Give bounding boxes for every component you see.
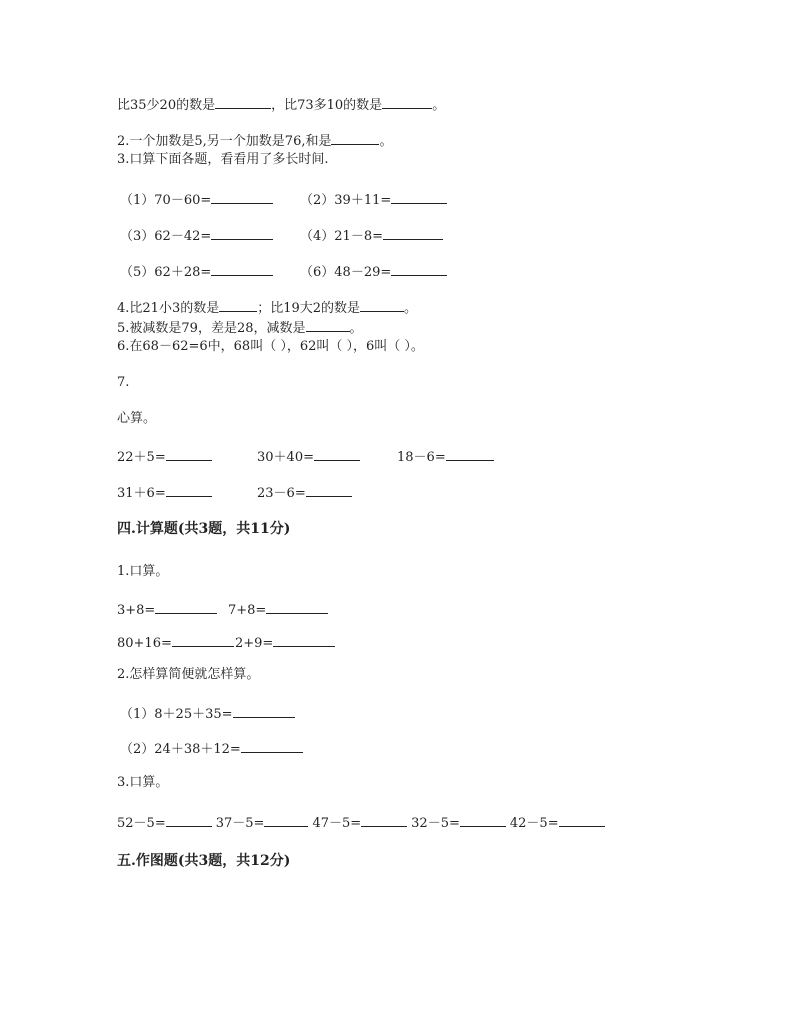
problem-text: 3+8=: [117, 603, 156, 618]
question-text: ；比19大2的数是: [257, 301, 361, 316]
question-2: [117, 131, 393, 150]
s4-q1-item-2: [228, 600, 328, 619]
problem-text: 80+16=: [117, 636, 172, 651]
q3-item-2: [300, 190, 447, 209]
answer-blank[interactable]: [446, 447, 494, 461]
answer-blank[interactable]: [211, 262, 273, 276]
question-5: [117, 318, 363, 337]
problem-text: 47－5=: [312, 816, 362, 831]
problem-text: （6）48－29=: [300, 265, 392, 280]
answer-blank[interactable]: [460, 813, 506, 827]
question-text: 1.口算。: [117, 564, 169, 579]
question-6: [117, 339, 424, 355]
question-text: 2.怎样算简便就怎样算。: [117, 667, 260, 682]
problem-text: 22＋5=: [117, 450, 166, 465]
s4-q1-title: [117, 564, 168, 580]
question-4: [117, 298, 417, 317]
q3-item-6: [300, 262, 447, 281]
answer-blank[interactable]: [391, 190, 447, 204]
answer-blank[interactable]: [219, 298, 257, 312]
answer-blank[interactable]: [273, 633, 335, 647]
problem-text: （5）62＋28=: [120, 265, 212, 280]
answer-blank[interactable]: [391, 262, 447, 276]
problem-text: 37－5=: [215, 816, 265, 831]
question-text: 4.比21小3的数是: [117, 301, 220, 316]
answer-blank[interactable]: [331, 131, 379, 145]
question-compare-line: [117, 95, 445, 114]
punctuation: 。: [404, 301, 418, 316]
problem-text: （3）62－42=: [120, 229, 212, 244]
answer-blank[interactable]: [306, 318, 350, 332]
problem-text: 52－5=: [117, 816, 166, 831]
q7-item-1: [117, 447, 212, 466]
problem-text: 31＋6=: [117, 486, 166, 501]
answer-blank[interactable]: [266, 600, 328, 614]
question-text: 心算。: [117, 411, 157, 426]
answer-blank[interactable]: [211, 190, 273, 204]
q7-item-2: [257, 447, 360, 466]
problem-text: 32－5=: [411, 816, 460, 831]
answer-blank[interactable]: [360, 298, 404, 312]
s4-q3-row: [117, 813, 605, 832]
question-text: 2.一个加数是5,另一个加数是76,和是: [117, 134, 332, 149]
q7-item-3: [397, 447, 494, 466]
problem-text: （1）8＋25＋35=: [120, 707, 233, 722]
answer-blank[interactable]: [382, 95, 432, 109]
problem-text: 42－5=: [509, 816, 559, 831]
answer-blank[interactable]: [211, 226, 273, 240]
problem-text: （2）39＋11=: [300, 193, 392, 208]
answer-blank[interactable]: [314, 447, 360, 461]
q3-item-3: [120, 226, 273, 245]
question-text: 5.被减数是79，差是28，减数是: [117, 321, 306, 336]
s4-q1-item-3: [117, 633, 234, 652]
section-title: 四.计算题(共3题，共11分): [117, 521, 291, 537]
answer-blank[interactable]: [264, 813, 308, 827]
problem-text: （2）24＋38＋12=: [120, 742, 241, 757]
answer-blank[interactable]: [559, 813, 605, 827]
answer-blank[interactable]: [383, 226, 443, 240]
question-3: [117, 152, 329, 168]
q7-item-5: [257, 483, 352, 502]
answer-blank[interactable]: [215, 95, 271, 109]
q3-item-5: [120, 262, 273, 281]
problem-text: 23－6=: [257, 486, 306, 501]
question-text: 6.在68－62=6中，68叫（ ），62叫（ ），6叫（ ）。: [117, 339, 424, 354]
problem-text: （4）21－8=: [300, 229, 383, 244]
problem-text: 18－6=: [397, 450, 446, 465]
section-title: 五.作图题(共3题，共12分): [117, 853, 291, 869]
problem-text: 2+9=: [235, 636, 274, 651]
question-text: ，比73多10的数是: [271, 98, 383, 113]
q3-item-1: [120, 190, 273, 209]
q3-item-4: [300, 226, 443, 245]
punctuation: 。: [349, 321, 363, 336]
question-text: 3.口算下面各题，看看用了多长时间.: [117, 152, 329, 167]
q7-item-4: [117, 483, 212, 502]
answer-blank[interactable]: [155, 600, 217, 614]
answer-blank[interactable]: [361, 813, 407, 827]
answer-blank[interactable]: [241, 739, 303, 753]
section-4-heading: [117, 521, 290, 537]
answer-blank[interactable]: [306, 483, 352, 497]
answer-blank[interactable]: [166, 813, 212, 827]
problem-text: （1）70－60=: [120, 193, 212, 208]
punctuation: 。: [432, 98, 446, 113]
section-5-heading: [117, 853, 290, 869]
s4-q3-title: [117, 775, 168, 791]
punctuation: 。: [379, 134, 393, 149]
problem-text: 30＋40=: [257, 450, 314, 465]
problem-text: 7+8=: [228, 603, 267, 618]
answer-blank[interactable]: [166, 483, 212, 497]
question-text: 3.口算。: [117, 775, 169, 790]
question-text: 比35少20的数是: [117, 98, 216, 113]
answer-blank[interactable]: [172, 633, 234, 647]
answer-blank[interactable]: [233, 704, 295, 718]
question-7-title: [117, 411, 156, 427]
s4-q2-item-2: [120, 739, 303, 758]
s4-q1-item-1: [117, 600, 217, 619]
answer-blank[interactable]: [166, 447, 212, 461]
s4-q2-title: [117, 667, 259, 683]
question-7-number: [117, 375, 129, 391]
question-number: 7.: [117, 375, 130, 390]
s4-q1-item-4: [235, 633, 335, 652]
s4-q2-item-1: [120, 704, 295, 723]
